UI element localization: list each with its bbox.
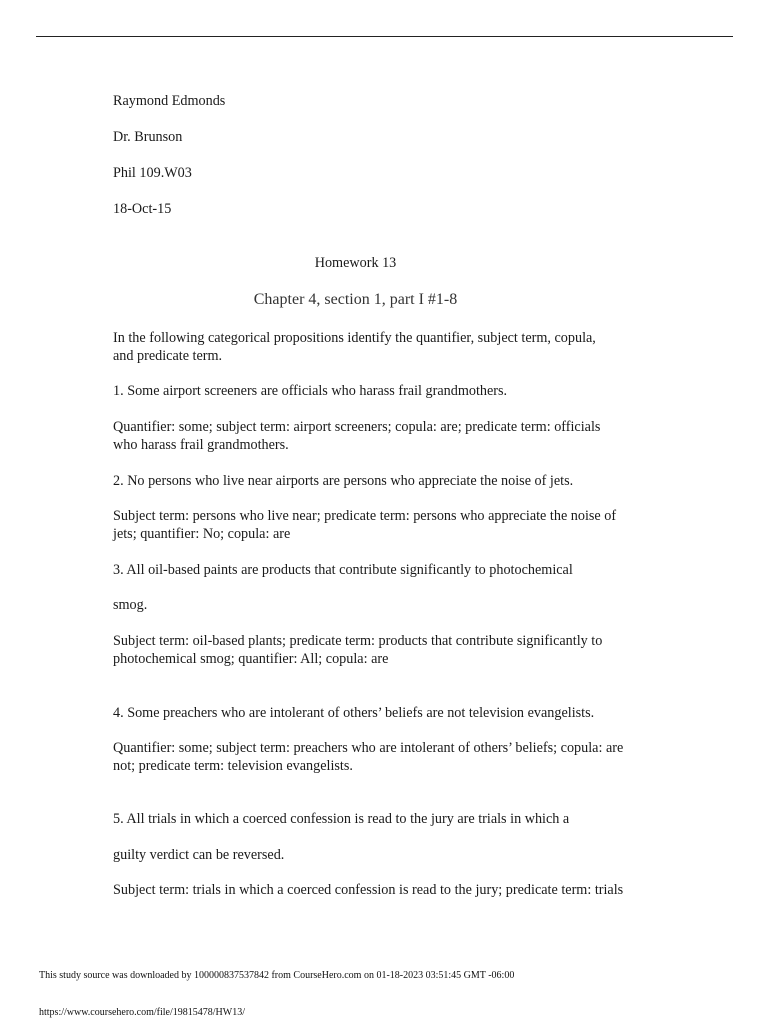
- instructions-line-1: In the following categorical propositions identify the quantifier, subject term, copula,: [113, 330, 596, 346]
- top-rule: [36, 36, 733, 37]
- page-subtitle: Chapter 4, section 1, part I #1-8: [253, 291, 458, 308]
- question-2: 2. No persons who live near airports are persons who appreciate the noise of jets.: [113, 473, 574, 489]
- question-5-line-2: guilty verdict can be reversed.: [113, 847, 285, 863]
- answer-2-line-2: jets; quantifier: No; copula: are: [113, 526, 291, 542]
- course-code: Phil 109.W03: [113, 165, 192, 181]
- download-notice: This study source was downloaded by 100000837537842 from CourseHero.com on 01-18-2023 03:51:45 GMT -06:00: [39, 970, 515, 981]
- answer-1-line-2: who harass frail grandmothers.: [113, 437, 289, 453]
- page-title: Homework 13: [314, 255, 397, 271]
- answer-2-line-1: Subject term: persons who live near; predicate term: persons who appreciate the noise of: [113, 508, 617, 524]
- answer-3-line-2: photochemical smog; quantifier: All; copula: are: [113, 651, 389, 667]
- answer-4-line-2: not; predicate term: television evangelists.: [113, 758, 353, 774]
- answer-5-line-1: Subject term: trials in which a coerced confession is read to the jury; predicate term: trials: [113, 882, 624, 898]
- answer-1-line-1: Quantifier: some; subject term: airport screeners; copula: are; predicate term: officials: [113, 419, 601, 435]
- question-1: 1. Some airport screeners are officials who harass frail grandmothers.: [113, 383, 508, 399]
- question-3-line-2: smog.: [113, 597, 148, 613]
- question-3-line-1: 3. All oil-based paints are products that contribute significantly to photochemical: [113, 562, 573, 578]
- author-name: Raymond Edmonds: [113, 93, 226, 109]
- answer-4-line-1: Quantifier: some; subject term: preachers who are intolerant of others’ beliefs; copula: are: [113, 740, 624, 756]
- date: 18-Oct-15: [113, 201, 172, 217]
- answer-3-line-1: Subject term: oil-based plants; predicate term: products that contribute significantly to: [113, 633, 603, 649]
- source-url-link[interactable]: https://www.coursehero.com/file/19815478/HW13/: [39, 1007, 245, 1018]
- question-5-line-1: 5. All trials in which a coerced confession is read to the jury are trials in which a: [113, 811, 570, 827]
- instructor-name: Dr. Brunson: [113, 129, 183, 145]
- question-4: 4. Some preachers who are intolerant of others’ beliefs are not television evangelists.: [113, 705, 595, 721]
- instructions-line-2: and predicate term.: [113, 348, 223, 364]
